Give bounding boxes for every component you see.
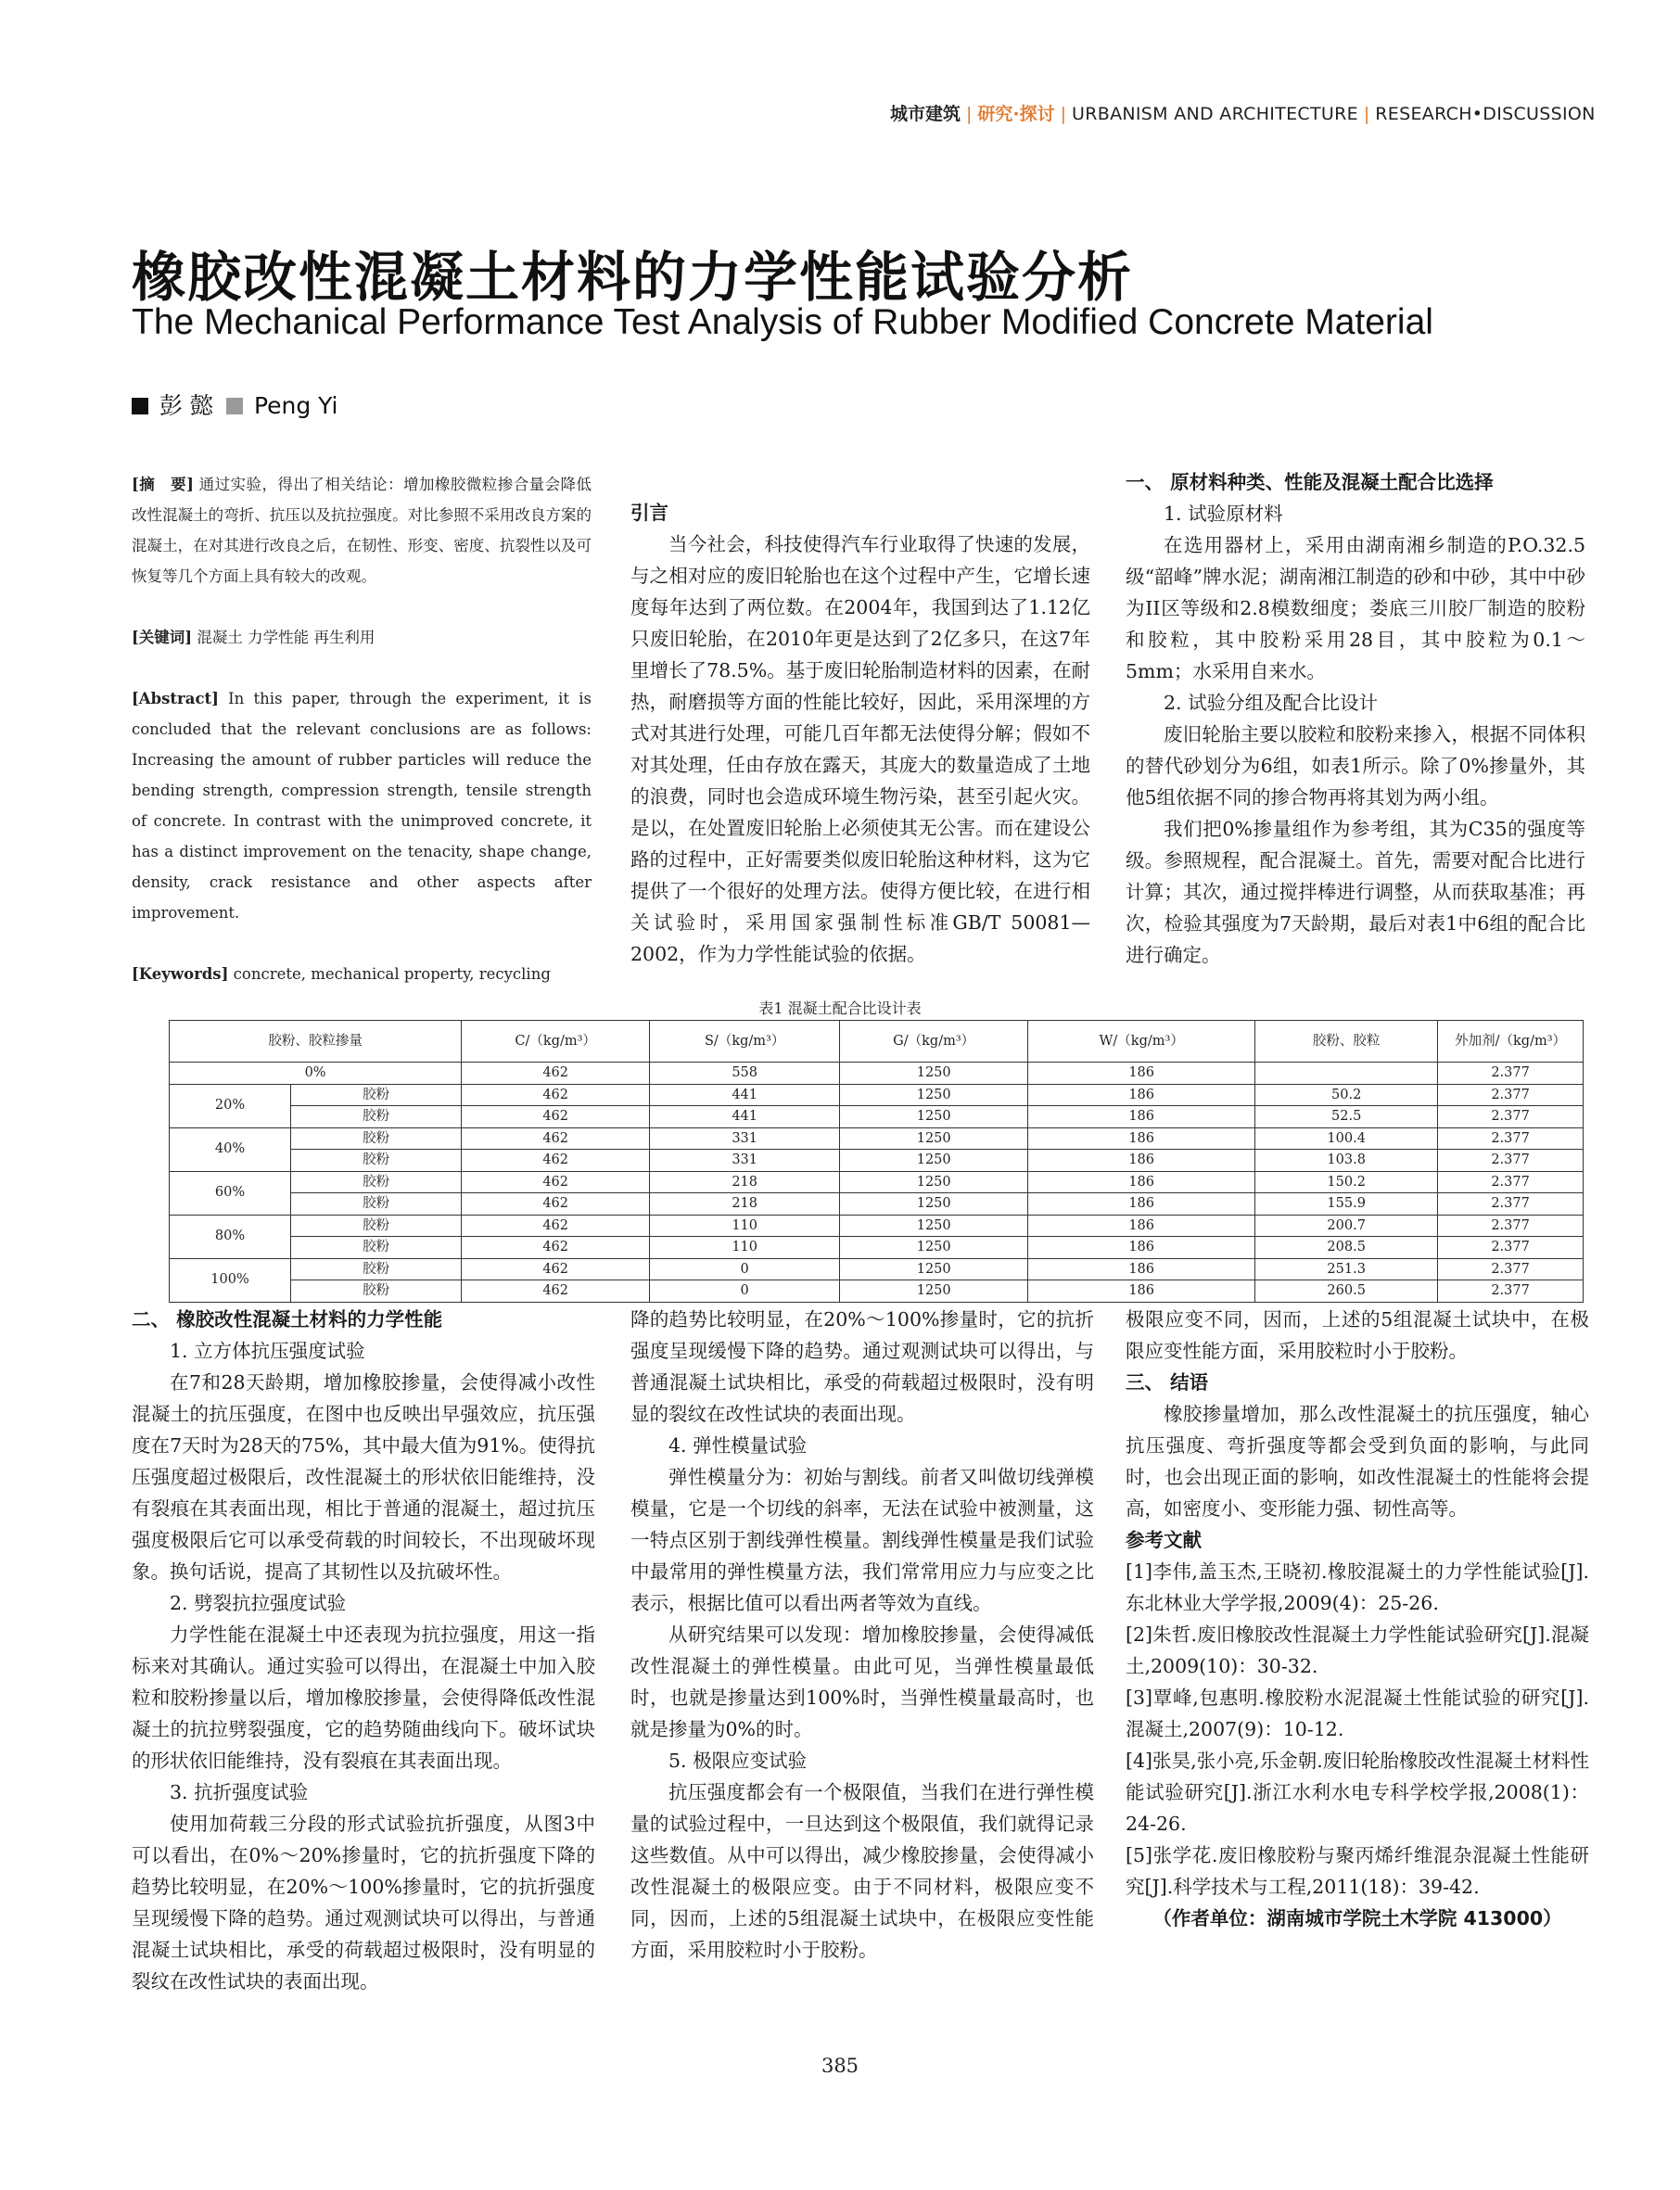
- table-cell: 260.5: [1255, 1280, 1438, 1303]
- table-cell: 胶粉: [291, 1106, 462, 1128]
- section1-sub2: 2. 试验分组及配合比设计: [1164, 692, 1379, 714]
- conclusion-paragraph: 橡胶掺量增加，那么改性混凝土的抗压强度，轴心抗压强度、弯折强度等都会受到负面的影响，与此同时，也会出现正面的影响，如改性混凝土的性能将会提高，如密度小、变形能力强、韧性高等。: [1126, 1403, 1589, 1520]
- table-cell: 186: [1028, 1171, 1255, 1193]
- intro-heading: 引言: [630, 502, 668, 524]
- mechanics-column-2: [630, 1304, 1094, 1961]
- author-line: [132, 388, 338, 421]
- keywords-label-en: [Keywords]: [132, 965, 229, 983]
- table-cell: 186: [1028, 1193, 1255, 1216]
- introduction-column: [630, 497, 1090, 970]
- table-cell: [1255, 1063, 1438, 1085]
- abstract-block: [132, 469, 592, 989]
- table-header-cell: 外加剂/（kg/m³）: [1438, 1021, 1584, 1063]
- table-header-cell: G/（kg/m³）: [840, 1021, 1028, 1063]
- table-cell: 441: [650, 1084, 840, 1106]
- table-row: [170, 1258, 1584, 1280]
- table-cell: 462: [462, 1063, 650, 1085]
- table-cell: 1250: [840, 1258, 1028, 1280]
- journal-header: [890, 100, 1596, 125]
- table-cell: 2.377: [1438, 1237, 1584, 1259]
- table-cell: 186: [1028, 1237, 1255, 1259]
- table-cell: 331: [650, 1150, 840, 1172]
- table-cell: 331: [650, 1127, 840, 1150]
- table-cell: 胶粉: [291, 1237, 462, 1259]
- table-cell: 462: [462, 1237, 650, 1259]
- table-cell: 52.5: [1255, 1106, 1438, 1128]
- table-cell: 186: [1028, 1063, 1255, 1085]
- table-cell: 2.377: [1438, 1280, 1584, 1303]
- materials-column: [1126, 466, 1585, 971]
- black-square-icon: [132, 398, 148, 414]
- table-cell: 155.9: [1255, 1193, 1438, 1216]
- section2-sub1: 1. 立方体抗压强度试验: [170, 1340, 365, 1362]
- table-cell: 80%: [170, 1215, 291, 1258]
- references-heading: 参考文献: [1126, 1529, 1202, 1551]
- table-cell: 2.377: [1438, 1193, 1584, 1216]
- table-header-cell: C/（kg/m³）: [462, 1021, 650, 1063]
- table-cell: 218: [650, 1171, 840, 1193]
- table-row: [170, 1280, 1584, 1303]
- section2-paragraph3: 使用加荷载三分段的形式试验抗折强度，从图3中可以看出，在0%～20%掺量时，它的抗折强度下降的趋势比较明显，在20%～100%掺量时，它的抗折强度呈现缓慢下降的趋势。通过观测试块可以得出，与普通混凝土试块相比，承受的荷载超过极限时，没有明显的裂纹在改性试块的表面出现。: [132, 1813, 595, 1993]
- section1-heading: 一、 原材料种类、性能及混凝土配合比选择: [1126, 471, 1494, 493]
- table-cell: 0: [650, 1280, 840, 1303]
- section-name-cn: 研究·探讨: [977, 104, 1055, 124]
- section1-paragraph2: 废旧轮胎主要以胶粒和胶粉来掺入，根据不同体积的替代砂划分为6组，如表1所示。除了0%掺量外，其他5组依据不同的掺合物再将其划为两小组。: [1126, 723, 1585, 809]
- table-cell: 441: [650, 1106, 840, 1128]
- section1-paragraph3: 我们把0%掺量组作为参考组，其为C35的强度等级。参照规程，配合混凝土。首先，需要对配合比进行计算；其次，通过搅拌棒进行调整，从而获取基准；再次，检验其强度为7天龄期，最后对表1中6组的配合比进行确定。: [1126, 818, 1585, 966]
- section2-paragraph5-cont: 极限应变不同，因而，上述的5组混凝土试块中，在极限应变性能方面，采用胶粒时小于胶粉。: [1126, 1308, 1589, 1362]
- abstract-en: [Abstract] In this paper, through the experiment, it is concluded that the relevant conclusions are as follows: Increasing the amount of rubber particles will reduce the bending strength, compression strength, tensile strength of concrete. In contrast with the unimproved concrete, it has a distinct improvement on the tenacity, shape change, density, crack resistance and other aspects after improvement.: [132, 690, 592, 922]
- table-cell: 218: [650, 1193, 840, 1216]
- section2-paragraph4: 弹性模量分为：初始与割线。前者又叫做切线弹模模量，它是一个切线的斜率，无法在试验中被测量，这一特点区别于割线弹性模量。割线弹性模量是我们试验中最常用的弹性模量方法，我们常常用应力与应变之比表示，根据比值可以看出两者等效为直线。: [630, 1466, 1094, 1614]
- table-row: [170, 1215, 1584, 1237]
- section2-sub3: 3. 抗折强度试验: [170, 1781, 309, 1803]
- reference-item: [5]张学花.废旧橡胶粉与聚丙烯纤维混杂混凝土性能研究[J].科学技术与工程,2011(18)：39-42.: [1126, 1844, 1589, 1898]
- section1-paragraph1: 在选用器材上，采用由湖南湘乡制造的P.O.32.5级“韶峰”牌水泥；湖南湘江制造的砂和中砂，其中中砂为II区等级和2.8模数细度；娄底三川胶厂制造的胶粉和胶粒，其中胶粉采用28目，其中胶粒为0.1～5mm；水采用自来水。: [1126, 534, 1585, 682]
- author-name-cn: 彭 懿: [159, 392, 213, 419]
- journal-name-en: URBANISM AND ARCHITECTURE: [1072, 104, 1358, 124]
- keywords-en: [Keywords] concrete, mechanical property, recycling: [132, 965, 551, 983]
- table-row: [170, 1171, 1584, 1193]
- table-cell: 462: [462, 1171, 650, 1193]
- table-cell: 186: [1028, 1280, 1255, 1303]
- table-cell: 1250: [840, 1063, 1028, 1085]
- table-row: [170, 1237, 1584, 1259]
- table-row: [170, 1063, 1584, 1085]
- table-cell: 186: [1028, 1215, 1255, 1237]
- table-cell: 462: [462, 1215, 650, 1237]
- section3-heading: 三、 结语: [1126, 1371, 1209, 1394]
- table-cell: 2.377: [1438, 1063, 1584, 1085]
- article-title-en: The Mechanical Performance Test Analysis of Rubber Modified Concrete Material: [132, 302, 1433, 342]
- keywords-label-cn: [关键词]: [132, 629, 193, 646]
- table-cell: 103.8: [1255, 1150, 1438, 1172]
- header-separator: |: [1060, 104, 1067, 124]
- abstract-label-en: [Abstract]: [132, 690, 219, 707]
- table-cell: 胶粉: [291, 1127, 462, 1150]
- table-cell: 2.377: [1438, 1171, 1584, 1193]
- table-cell: 1250: [840, 1193, 1028, 1216]
- table-cell: 2.377: [1438, 1084, 1584, 1106]
- intro-paragraph: 当今社会，科技使得汽车行业取得了快速的发展，与之相对应的废旧轮胎也在这个过程中产生，它增长速度每年达到了两位数。在2004年，我国到达了1.12亿只废旧轮胎，在2010年更是达到了2亿多只，在这7年里增长了78.5%。基于废旧轮胎制造材料的因素，在耐热，耐磨损等方面的性能比较好，因此，采用深埋的方式对其进行处理，可能几百年都无法使得分解；假如不对其处理，任由存放在露天，其庞大的数量造成了土地的浪费，同时也会造成环境生物污染，甚至引起火灾。是以，在处置废旧轮胎上必须使其无公害。而在建设公路的过程中，正好需要类似废旧轮胎这种材料，这为它提供了一个很好的处理方法。使得方便比较，在进行相关试验时，采用国家强制性标准GB/T 50081—2002，作为力学性能试验的依据。: [630, 533, 1090, 965]
- table-cell: 1250: [840, 1237, 1028, 1259]
- table-cell: 胶粉: [291, 1215, 462, 1237]
- table-cell: 462: [462, 1150, 650, 1172]
- table-cell: 胶粉: [291, 1171, 462, 1193]
- table-cell: 462: [462, 1280, 650, 1303]
- table-row: [170, 1150, 1584, 1172]
- author-name-en: Peng Yi: [253, 392, 338, 419]
- section2-paragraph2: 力学性能在混凝土中还表现为抗拉强度，用这一指标来对其确认。通过实验可以得出，在混凝土中加入胶粒和胶粉掺量以后，增加橡胶掺量，会使得降低改性混凝土的抗拉劈裂强度，它的趋势随曲线向下。破坏试块的形状依旧能维持，没有裂痕在其表面出现。: [132, 1623, 595, 1772]
- table-cell: 50.2: [1255, 1084, 1438, 1106]
- table-cell: 462: [462, 1193, 650, 1216]
- header-separator: |: [1363, 104, 1370, 124]
- mechanics-column-1: [132, 1304, 595, 1993]
- table-header-row: [170, 1021, 1584, 1063]
- table-cell: 1250: [840, 1280, 1028, 1303]
- table-caption: 表1 混凝土配合比设计表: [758, 1000, 922, 1017]
- table-cell: 40%: [170, 1127, 291, 1171]
- table-cell: 胶粉: [291, 1258, 462, 1280]
- table-cell: 558: [650, 1063, 840, 1085]
- reference-item: [1]李伟,盖玉杰,王晓初.橡胶混凝土的力学性能试验[J].东北林业大学学报,2009(4)：25-26.: [1126, 1560, 1589, 1614]
- table-cell: 胶粉: [291, 1150, 462, 1172]
- table-cell: 186: [1028, 1127, 1255, 1150]
- table-cell: 462: [462, 1258, 650, 1280]
- table-cell: 100.4: [1255, 1127, 1438, 1150]
- table-cell: 186: [1028, 1258, 1255, 1280]
- table-header-cell: S/（kg/m³）: [650, 1021, 840, 1063]
- table-row: [170, 1193, 1584, 1216]
- table-cell: 2.377: [1438, 1106, 1584, 1128]
- table-cell: 186: [1028, 1150, 1255, 1172]
- table-cell: 0%: [170, 1063, 462, 1085]
- table-cell: 胶粉: [291, 1193, 462, 1216]
- table-cell: 1250: [840, 1215, 1028, 1237]
- section2-paragraph1: 在7和28天龄期，增加橡胶掺量，会使得减小改性混凝土的抗压强度，在图中也反映出早强效应，抗压强度在7天时为28天的75%，其中最大值为91%。使得抗压强度超过极限后，改性混凝土的形状依旧能维持，没有裂痕在其表面出现，相比于普通的混凝土，超过抗压强度极限后它可以承受荷载的时间较长，不出现破坏现象。换句话说，提高了其韧性以及抗破坏性。: [132, 1371, 595, 1583]
- table-cell: 110: [650, 1215, 840, 1237]
- section2-sub2: 2. 劈裂抗拉强度试验: [170, 1592, 347, 1614]
- table-cell: 150.2: [1255, 1171, 1438, 1193]
- table-cell: 0: [650, 1258, 840, 1280]
- table-row: [170, 1127, 1584, 1150]
- mix-design-table: [169, 1020, 1584, 1303]
- header-separator: |: [966, 104, 973, 124]
- table-cell: 462: [462, 1084, 650, 1106]
- table-cell: 60%: [170, 1171, 291, 1215]
- section2-heading: 二、 橡胶改性混凝土材料的力学性能: [132, 1308, 443, 1331]
- reference-item: [4]张昊,张小亮,乐金朝.废旧轮胎橡胶改性混凝土材料性能试验研究[J].浙江水利水电专科学校学报,2008(1)：24-26.: [1126, 1750, 1589, 1835]
- section2-sub4: 4. 弹性模量试验: [668, 1434, 808, 1457]
- page-number: 385: [821, 2055, 859, 2077]
- section2-sub5: 5. 极限应变试验: [668, 1750, 808, 1772]
- article-title-cn: 橡胶改性混凝土材料的力学性能试验分析: [132, 246, 1134, 309]
- keywords-cn: [关键词] 混凝土 力学性能 再生利用: [132, 629, 375, 646]
- table-cell: 462: [462, 1106, 650, 1128]
- table-row: [170, 1106, 1584, 1128]
- table-cell: 186: [1028, 1106, 1255, 1128]
- table-cell: 200.7: [1255, 1215, 1438, 1237]
- table-cell: 1250: [840, 1106, 1028, 1128]
- table-cell: 251.3: [1255, 1258, 1438, 1280]
- reference-item: [3]覃峰,包惠明.橡胶粉水泥混凝土性能试验的研究[J].混凝土,2007(9)：10-12.: [1126, 1687, 1589, 1740]
- abstract-cn: [摘 要] 通过实验，得出了相关结论：增加橡胶微粒掺合量会降低改性混凝土的弯折、抗压以及抗拉强度。对比参照不采用改良方案的混凝土，在对其进行改良之后，在韧性、形变、密度、抗裂性以及可恢复等几个方面上具有较大的改观。: [132, 476, 592, 585]
- table-row: [170, 1084, 1584, 1106]
- section-name-en: RESEARCH•DISCUSSION: [1375, 104, 1596, 124]
- table-cell: 2.377: [1438, 1150, 1584, 1172]
- table-cell: 胶粉: [291, 1280, 462, 1303]
- reference-item: [2]朱哲.废旧橡胶改性混凝土力学性能试验研究[J].混凝土,2009(10)：30-32.: [1126, 1623, 1589, 1677]
- table-cell: 1250: [840, 1084, 1028, 1106]
- table-cell: 462: [462, 1127, 650, 1150]
- section1-sub1: 1. 试验原材料: [1164, 503, 1283, 525]
- author-affiliation: （作者单位：湖南城市学院土木学院 413000）: [1152, 1907, 1562, 1929]
- table-cell: 20%: [170, 1084, 291, 1127]
- table-header-cell: W/（kg/m³）: [1028, 1021, 1255, 1063]
- references-list: [1126, 1556, 1589, 1903]
- table-cell: 2.377: [1438, 1127, 1584, 1150]
- gray-square-icon: [226, 398, 243, 414]
- section2-paragraph4b: 从研究结果可以发现：增加橡胶掺量，会使得减低改性混凝土的弹性模量。由此可见，当弹性模量最低时，也就是掺量达到100%时，当弹性模量最高时，也就是掺量为0%的时。: [630, 1623, 1094, 1740]
- table-cell: 1250: [840, 1171, 1028, 1193]
- table-header-cell: 胶粉、胶粒: [1255, 1021, 1438, 1063]
- table-cell: 208.5: [1255, 1237, 1438, 1259]
- table-cell: 1250: [840, 1127, 1028, 1150]
- table-cell: 2.377: [1438, 1258, 1584, 1280]
- table-cell: 1250: [840, 1150, 1028, 1172]
- journal-name-cn: 城市建筑: [890, 104, 961, 124]
- table-cell: 2.377: [1438, 1215, 1584, 1237]
- table-cell: 100%: [170, 1258, 291, 1302]
- table-cell: 186: [1028, 1084, 1255, 1106]
- table-cell: 110: [650, 1237, 840, 1259]
- conclusion-column: [1126, 1304, 1589, 1934]
- section2-paragraph3-cont: 降的趋势比较明显，在20%～100%掺量时，它的抗折强度呈现缓慢下降的趋势。通过观测试块可以得出，与普通混凝土试块相比，承受的荷载超过极限时，没有明显的裂纹在改性试块的表面出现。: [630, 1308, 1094, 1425]
- section2-paragraph5: 抗压强度都会有一个极限值，当我们在进行弹性模量的试验过程中，一旦达到这个极限值，我们就得记录这些数值。从中可以得出，减少橡胶掺量，会使得减小改性混凝土的极限应变。由于不同材料，极限应变不同，因而，上述的5组混凝土试块中，在极限应变性能方面，采用胶粒时小于胶粉。: [630, 1781, 1094, 1961]
- table-cell: 胶粉: [291, 1084, 462, 1106]
- abstract-label-cn: [摘 要]: [132, 476, 194, 493]
- table-header-cell: 胶粉、胶粒掺量: [170, 1021, 462, 1063]
